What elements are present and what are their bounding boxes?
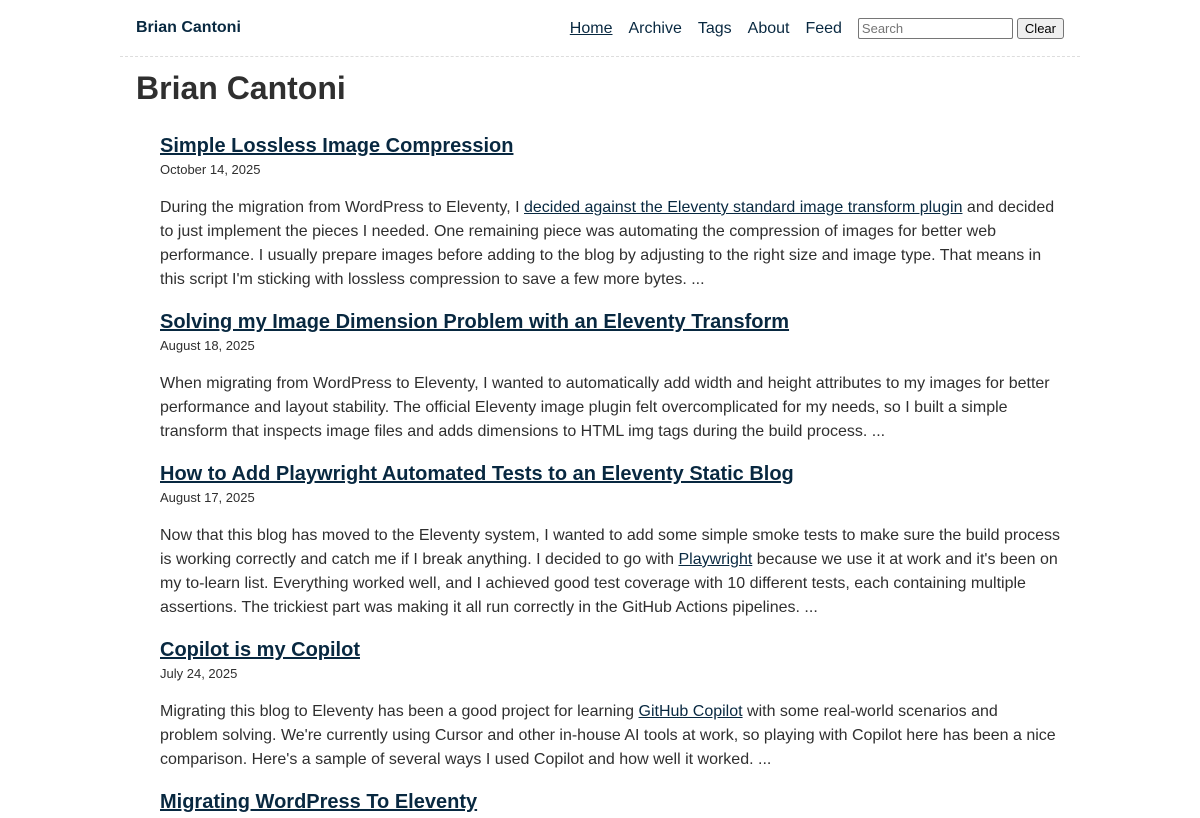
- post-item: [160, 130, 1060, 292]
- excerpt-text: with some real-world scenarios and problem solving. We're currently using Cursor and other in-house AI tools at work, so playing with Copilot here has been a nice comparison. Here's a sample of several ways I used Copilot and how well it worked. ...: [160, 703, 1056, 768]
- excerpt-link[interactable]: GitHub Copilot: [638, 703, 743, 720]
- main-nav: [554, 18, 1064, 39]
- search-input[interactable]: [858, 18, 1013, 39]
- nav-about-link[interactable]: About: [747, 19, 790, 37]
- nav-archive-link[interactable]: Archive: [628, 19, 682, 37]
- post-title-link[interactable]: Solving my Image Dimension Problem with an Eleventy Transform: [160, 311, 790, 333]
- page-title: Brian Cantoni: [136, 70, 346, 106]
- excerpt-link[interactable]: Playwright: [678, 551, 753, 568]
- post-excerpt: [160, 700, 1060, 772]
- nav-tags-link[interactable]: Tags: [697, 19, 732, 37]
- post-title-link[interactable]: Copilot is my Copilot: [160, 639, 360, 661]
- nav-feed-link[interactable]: Feed: [805, 19, 842, 37]
- post-title-link[interactable]: Migrating WordPress To Eleventy: [160, 791, 478, 813]
- excerpt-text: because we use it at work and it's been on my to-learn list. Everything worked well, and I achieved good test coverage with 10 different tests, each containing multiple assertions. The trickiest part was making it all run correctly in the GitHub Actions pipelines. ...: [160, 551, 1058, 616]
- post-heading: [160, 634, 1060, 666]
- post-item: [160, 458, 1060, 620]
- post-title-link[interactable]: Simple Lossless Image Compression: [160, 135, 514, 157]
- post-heading: [160, 306, 1060, 338]
- post-date: July 24, 2025: [160, 666, 238, 681]
- post-date: August 17, 2025: [160, 490, 255, 505]
- post-item: [160, 634, 1060, 772]
- excerpt-text: When migrating from WordPress to Eleventy, I wanted to automatically add width and height attributes to my images for better performance and layout stability. The official Eleventy image plugin felt overcomplicated for my needs, so I built a simple transform that inspects image files and adds dimensions to HTML img tags during the build process. ...: [160, 375, 1050, 440]
- excerpt-text: Now that this blog has moved to the Eleventy system, I wanted to add some simple smoke tests to make sure the build process is working correctly and catch me if I break anything. I decided to go with: [160, 527, 1060, 568]
- post-excerpt: [160, 196, 1060, 292]
- post-date: October 14, 2025: [160, 162, 261, 177]
- site-name-link[interactable]: Brian Cantoni: [136, 19, 241, 36]
- excerpt-text: During the migration from WordPress to Eleventy, I: [160, 199, 524, 216]
- excerpt-text: and decided to just implement the pieces I needed. One remaining piece was automating the compression of images for better web performance. I usually prepare images before adding to the blog by adjusting to the right size and image type. That means in this script I'm sticking with lossless compression to save a few more bytes. ...: [160, 199, 1055, 288]
- nav-home-link[interactable]: Home: [569, 19, 613, 37]
- post-list: [160, 130, 1060, 818]
- post-item: [160, 786, 1060, 818]
- excerpt-link[interactable]: decided against the Eleventy standard image transform plugin: [524, 199, 963, 216]
- post-heading: [160, 786, 1060, 818]
- post-item: [160, 306, 1060, 444]
- post-heading: [160, 458, 1060, 490]
- post-title-link[interactable]: How to Add Playwright Automated Tests to an Eleventy Static Blog: [160, 463, 794, 485]
- clear-button[interactable]: Clear: [1017, 18, 1064, 39]
- post-excerpt: [160, 372, 1060, 444]
- post-heading: [160, 130, 1060, 162]
- site-header: [120, 0, 1080, 57]
- post-excerpt: [160, 524, 1060, 620]
- excerpt-text: Migrating this blog to Eleventy has been a good project for learning: [160, 703, 639, 720]
- post-date: August 18, 2025: [160, 338, 255, 353]
